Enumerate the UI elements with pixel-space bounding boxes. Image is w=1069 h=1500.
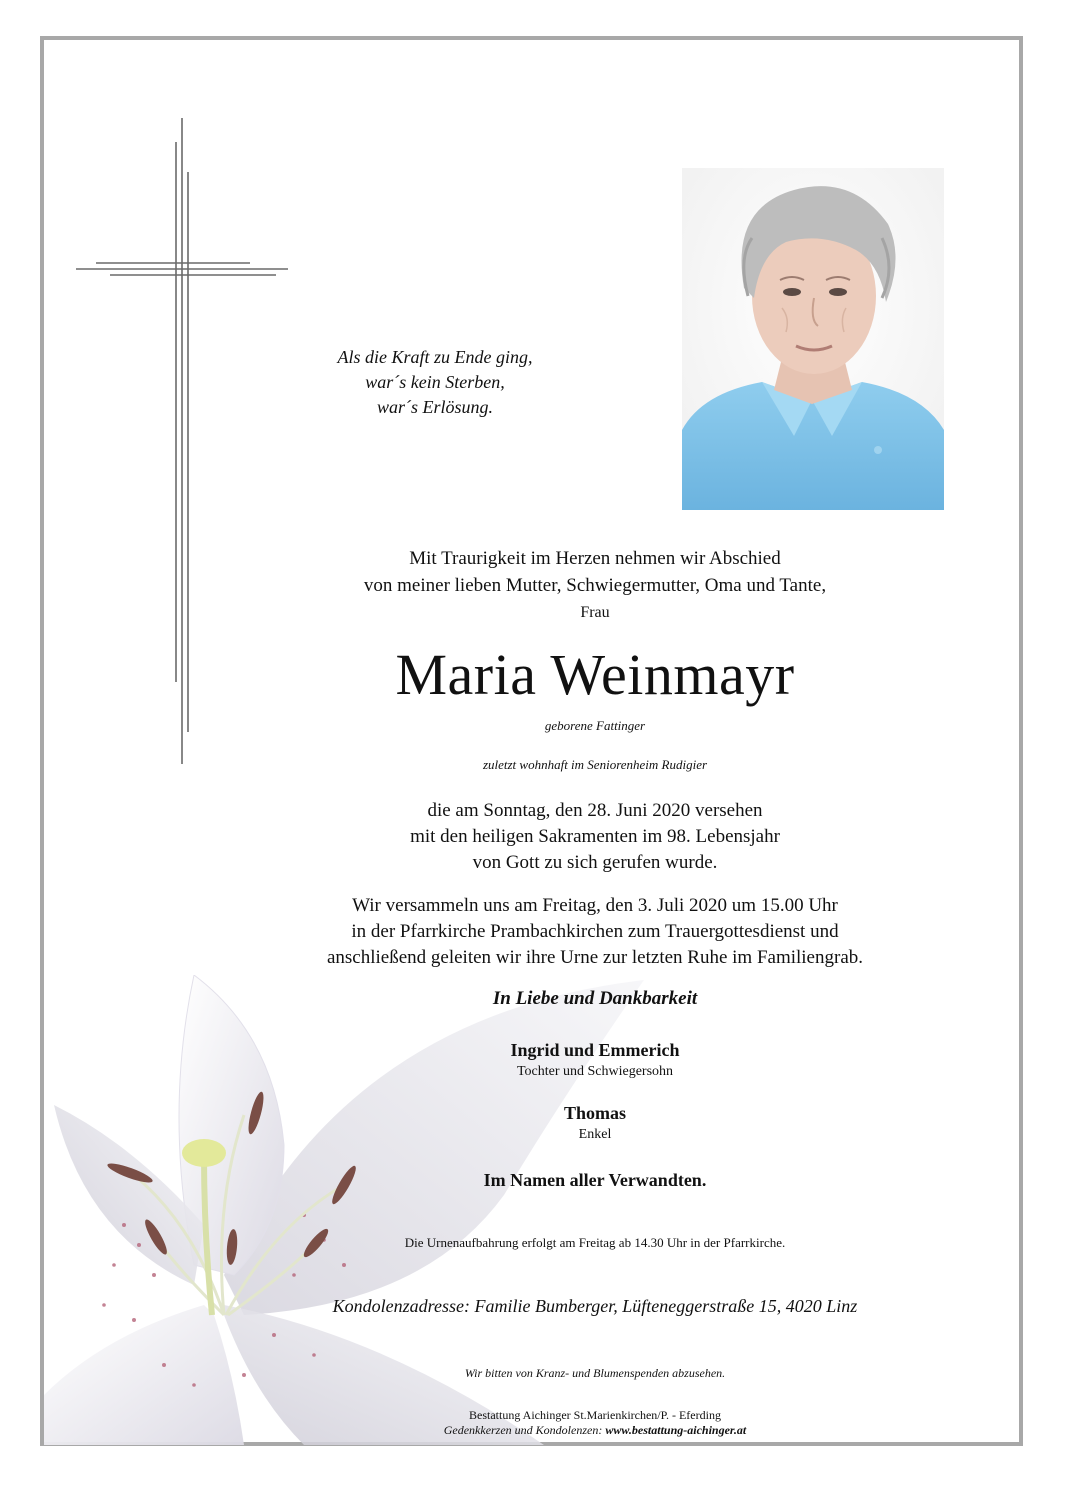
death-notice: [260, 798, 930, 876]
mourner-relation: Tochter und Schwiegersohn: [516, 1064, 674, 1079]
motto-line: Als die Kraft zu Ende ging,: [337, 347, 533, 367]
mourner-relation: Enkel: [578, 1127, 612, 1142]
deceased-name: Maria Weinmayr: [395, 642, 795, 707]
service-line: in der Pfarrkirche Prambachkirchen zum Trauergottesdienst und: [351, 921, 839, 942]
salutation: Frau: [580, 604, 610, 621]
online-condolences: [260, 1423, 930, 1438]
funeral-home: Bestattung Aichinger St.Marienkirchen/P. - Eferding: [469, 1408, 721, 1422]
announcement-intro: [260, 545, 930, 599]
motto-line: war´s kein Sterben,: [365, 372, 505, 392]
service-line: Wir versammeln uns am Freitag, den 3. Juli 2020 um 15.00 Uhr: [352, 895, 838, 916]
urn-viewing-note: Die Urnenaufbahrung erfolgt am Freitag ab 14.30 Uhr in der Pfarrkirche.: [404, 1235, 786, 1250]
footer: [260, 1408, 930, 1438]
service-line: anschließend geleiten wir ihre Urne zur letzten Ruhe im Familiengrab.: [326, 947, 864, 968]
condolence-address: Kondolenzadresse: Familie Bumberger, Lüfteneggerstraße 15, 4020 Linz: [332, 1296, 858, 1316]
mourner-entry: [260, 1040, 930, 1082]
motto-line: war´s Erlösung.: [376, 397, 493, 417]
portrait-photo: [682, 168, 944, 510]
relatives-line: Im Namen aller Verwandten.: [483, 1170, 707, 1190]
birth-name: geborene Fattinger: [544, 718, 646, 733]
funeral-service-notice: [260, 893, 930, 971]
closing-phrase: In Liebe und Dankbarkeit: [492, 988, 698, 1009]
last-residence: zuletzt wohnhaft im Seniorenheim Rudigier: [482, 757, 708, 772]
website-link[interactable]: www.bestattung-aichinger.at: [605, 1423, 747, 1437]
cross-icon: [70, 112, 292, 768]
death-line: die am Sonntag, den 28. Juni 2020 versehen: [427, 800, 763, 821]
online-label: Gedenkkerzen und Kondolenzen:: [443, 1423, 603, 1437]
flower-request: Wir bitten von Kranz- und Blumenspenden abzusehen.: [464, 1366, 726, 1380]
mourner-name: Ingrid und Emmerich: [510, 1040, 680, 1060]
intro-line: von meiner lieben Mutter, Schwiegermutter, Oma und Tante,: [363, 575, 827, 596]
mourner-name: Thomas: [563, 1103, 626, 1123]
intro-line: Mit Traurigkeit im Herzen nehmen wir Abschied: [409, 548, 781, 569]
mourner-entry: [260, 1103, 930, 1145]
motto-verse: [290, 345, 580, 420]
death-line: von Gott zu sich gerufen wurde.: [472, 852, 718, 873]
death-line: mit den heiligen Sakramenten im 98. Lebensjahr: [410, 826, 780, 847]
